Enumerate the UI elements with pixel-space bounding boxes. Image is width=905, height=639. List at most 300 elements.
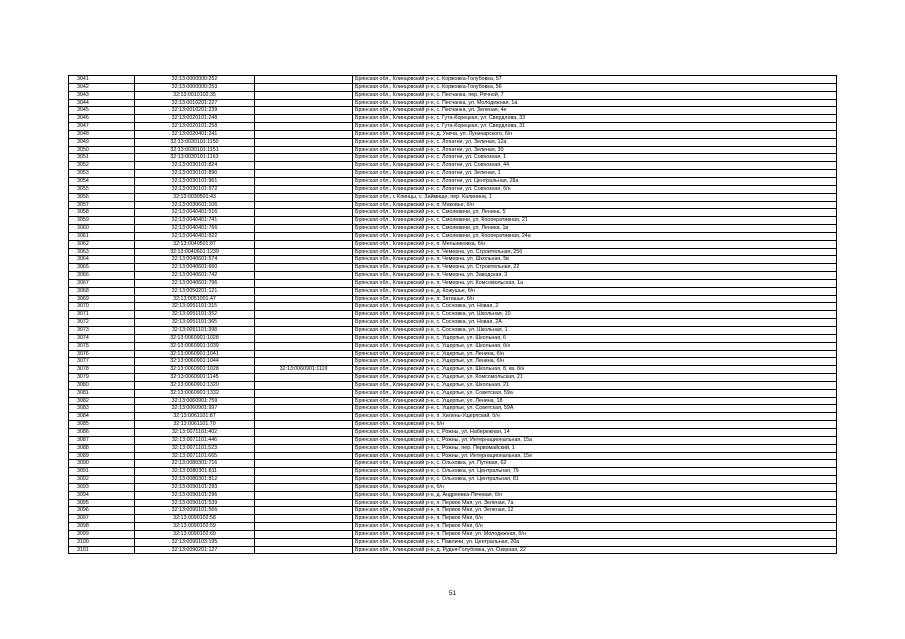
address-cell: Брянская обл., Клинцовский р-н, с. Ущерпье, ул. Комсомольская, 21 <box>353 374 837 382</box>
cadastral-number-cell: 32:13:0090102:58 <box>135 515 255 523</box>
table-row <box>69 468 837 476</box>
address-cell: Брянская обл., Клинцовский р-н, с. Павличи, ул. Центральная, 20а <box>353 538 837 546</box>
cadastral-number-cell: 32:13:0060901:1041 <box>135 350 255 358</box>
table-row <box>69 272 837 280</box>
table-row <box>69 162 837 170</box>
row-number-cell: 3071 <box>69 311 135 319</box>
address-cell: Брянская обл., Клинцовский р-н, д. Унеча, ул. Луначарского, б/н <box>353 130 837 138</box>
address-cell: Брянская обл., Клинцовский р-н, д. Кожушье, б/н <box>353 287 837 295</box>
row-number-cell: 3093 <box>69 483 135 491</box>
table-row <box>69 264 837 272</box>
table-row <box>69 538 837 546</box>
row-number-cell: 3090 <box>69 460 135 468</box>
address-cell: Брянская обл., Клинцовский р-н, с. Рожны, ул. Интернациональная, 15е <box>353 452 837 460</box>
cadastral-number-cell: 32:13:0030101:890 <box>135 170 255 178</box>
table-row <box>69 460 837 468</box>
extra-cadastral-number-cell <box>255 130 353 138</box>
extra-cadastral-number-cell <box>255 256 353 264</box>
extra-cadastral-number-cell <box>255 232 353 240</box>
address-cell: Брянская обл., Клинцовский р-н, с. Рожны, ул. Набережная, 14 <box>353 428 837 436</box>
row-number-cell: 3101 <box>69 546 135 554</box>
extra-cadastral-number-cell <box>255 217 353 225</box>
cadastral-number-cell: 32:13:0060901:759 <box>135 397 255 405</box>
table-row <box>69 499 837 507</box>
cadastral-number-cell: 32:13:0090101:296 <box>135 491 255 499</box>
cadastral-number-cell: 32:13:0010201:227 <box>135 99 255 107</box>
table-row <box>69 334 837 342</box>
row-number-cell: 3048 <box>69 130 135 138</box>
table-row <box>69 115 837 123</box>
table-row <box>69 530 837 538</box>
address-cell: Брянская обл., Клинцовский р-н, с. Лопатни, ул. Зеленая, 12а <box>353 138 837 146</box>
row-number-cell: 3062 <box>69 240 135 248</box>
cadastral-number-cell: 32:13:0060901:997 <box>135 405 255 413</box>
table-row <box>69 279 837 287</box>
cadastral-number-cell: 32:13:0030101:1150 <box>135 138 255 146</box>
extra-cadastral-number-cell <box>255 397 353 405</box>
table-row <box>69 91 837 99</box>
row-number-cell: 3042 <box>69 83 135 91</box>
address-cell: Брянская обл., Клинцовский р-н, п. Чемерна, ул. Строительная, 22 <box>353 264 837 272</box>
row-number-cell: 3050 <box>69 146 135 154</box>
cadastral-number-cell: 32:13:0090101:566 <box>135 507 255 515</box>
extra-cadastral-number-cell <box>255 311 353 319</box>
extra-cadastral-number-cell <box>255 264 353 272</box>
extra-cadastral-number-cell <box>255 295 353 303</box>
address-cell: Брянская обл., Клинцовский р-н, с. Песчанка, пер. Речной, 7 <box>353 91 837 99</box>
row-number-cell: 3089 <box>69 452 135 460</box>
row-number-cell: 3072 <box>69 319 135 327</box>
row-number-cell: 3059 <box>69 217 135 225</box>
row-number-cell: 3081 <box>69 389 135 397</box>
row-number-cell: 3043 <box>69 91 135 99</box>
table-row <box>69 76 837 84</box>
extra-cadastral-number-cell <box>255 76 353 84</box>
row-number-cell: 3061 <box>69 232 135 240</box>
table-row <box>69 523 837 531</box>
extra-cadastral-number-cell <box>255 154 353 162</box>
extra-cadastral-number-cell <box>255 107 353 115</box>
cadastral-number-cell: 32:13:0020101:258 <box>135 123 255 131</box>
cadastral-number-cell: 32:13:0071101:446 <box>135 436 255 444</box>
address-cell: Брянская обл., Клинцовский р-н, п. Первое Мая, б/н <box>353 515 837 523</box>
row-number-cell: 3074 <box>69 334 135 342</box>
row-number-cell: 3067 <box>69 279 135 287</box>
row-number-cell: 3094 <box>69 491 135 499</box>
table-row <box>69 107 837 115</box>
row-number-cell: 3085 <box>69 421 135 429</box>
address-cell: Брянская обл., Клинцовский р-н, с. Рожны, пер. Первомайский, 1 <box>353 444 837 452</box>
cadastral-number-cell: 32:13:0000000:252 <box>135 76 255 84</box>
cadastral-number-cell: 32:13:0040401:741 <box>135 217 255 225</box>
table-row <box>69 303 837 311</box>
extra-cadastral-number-cell <box>255 476 353 484</box>
cadastral-number-cell: 32:13:0030101:961 <box>135 177 255 185</box>
row-number-cell: 3079 <box>69 374 135 382</box>
extra-cadastral-number-cell <box>255 538 353 546</box>
address-cell: Брянская обл., Клинцовский р-н, с. Сосновка, ул. Новая, 2А <box>353 319 837 327</box>
table-row <box>69 256 837 264</box>
extra-cadastral-number-cell <box>255 201 353 209</box>
extra-cadastral-number-cell <box>255 170 353 178</box>
row-number-cell: 3070 <box>69 303 135 311</box>
cadastral-number-cell: 32:13:0040601:742 <box>135 272 255 280</box>
address-cell: Брянская обл., Клинцовский р-н, с. Сосновка, ул. Школьная, 1 <box>353 327 837 335</box>
row-number-cell: 3060 <box>69 225 135 233</box>
extra-cadastral-number-cell <box>255 381 353 389</box>
table-row <box>69 177 837 185</box>
cadastral-number-cell: 32:13:0020401:241 <box>135 130 255 138</box>
table-row <box>69 358 837 366</box>
address-cell: Брянская обл., Клинцовский р-н, с. Ущерпье, ул. Школьная, 8, кв. б/н <box>353 366 837 374</box>
extra-cadastral-number-cell <box>255 138 353 146</box>
table-row <box>69 123 837 131</box>
cadastral-number-cell: 32:13:0030101:1163 <box>135 154 255 162</box>
table-row <box>69 515 837 523</box>
address-cell: Брянская обл., Клинцовский р-н, с. Песчанка, ул. Зеленая, 4е <box>353 107 837 115</box>
row-number-cell: 3064 <box>69 256 135 264</box>
cadastral-number-cell: 32:13:0090103:195 <box>135 538 255 546</box>
table-row <box>69 130 837 138</box>
cadastral-number-cell: 32:13:0030101:972 <box>135 185 255 193</box>
cadastral-number-cell: 32:13:0030101:824 <box>135 162 255 170</box>
extra-cadastral-number-cell <box>255 279 353 287</box>
row-number-cell: 3080 <box>69 381 135 389</box>
address-cell: Брянская обл., Клинцовский р-н, с. Сосновка, ул. Новая, 2 <box>353 303 837 311</box>
cadastral-number-cell: 32:13:0040601:574 <box>135 256 255 264</box>
row-number-cell: 3057 <box>69 201 135 209</box>
row-number-cell: 3075 <box>69 342 135 350</box>
row-number-cell: 3052 <box>69 162 135 170</box>
address-cell: Брянская обл., Клинцовский р-н, с. Ущерпье, ул. Советская, 59А <box>353 405 837 413</box>
extra-cadastral-number-cell <box>255 515 353 523</box>
address-cell: Брянская обл., Клинцовский р-н, п. Первое Мая, ул. Зеленая, 12 <box>353 507 837 515</box>
table-row <box>69 311 837 319</box>
cadastral-number-cell: 32:13:0051101:315 <box>135 303 255 311</box>
table-row <box>69 413 837 421</box>
row-number-cell: 3099 <box>69 530 135 538</box>
cadastral-number-cell: 32:13:0090102:59 <box>135 523 255 531</box>
address-cell: Брянская обл., Клинцовский р-н, с. Лопатни, ул. Совхозная, б/н <box>353 185 837 193</box>
extra-cadastral-number-cell <box>255 421 353 429</box>
row-number-cell: 3044 <box>69 99 135 107</box>
row-number-cell: 3088 <box>69 444 135 452</box>
address-cell: Брянская обл., Клинцовский р-н, с. Ольховка, ул. Центральная, 79 <box>353 468 837 476</box>
cadastral-number-cell: 32:13:0060901:1028 <box>135 334 255 342</box>
extra-cadastral-number-cell <box>255 334 353 342</box>
address-cell: Брянская обл., Клинцовский р-н, с. Ущерпье, ул. Школьная, 21 <box>353 381 837 389</box>
cadastral-number-cell: 32:13:0040601:660 <box>135 264 255 272</box>
extra-cadastral-number-cell <box>255 99 353 107</box>
row-number-cell: 3098 <box>69 523 135 531</box>
table-row <box>69 287 837 295</box>
address-cell: Брянская обл., Клинцовский р-н, с. Лопатни, ул. Совхозная, 44 <box>353 162 837 170</box>
row-number-cell: 3065 <box>69 264 135 272</box>
extra-cadastral-number-cell <box>255 452 353 460</box>
table-row <box>69 381 837 389</box>
extra-cadastral-number-cell <box>255 303 353 311</box>
cadastral-number-cell: 32:13:0060901:1039 <box>135 342 255 350</box>
address-cell: Брянская обл., Клинцовский р-н, п. Первое Мая, ул. Молодежная, б/н <box>353 530 837 538</box>
cadastral-number-cell: 32:13:0010102:35 <box>135 91 255 99</box>
extra-cadastral-number-cell <box>255 342 353 350</box>
cadastral-number-cell: 32:13:0071101:402 <box>135 428 255 436</box>
extra-cadastral-number-cell: 32:13:0060901:1119 <box>255 366 353 374</box>
cadastral-number-cell: 32:13:0040401:766 <box>135 225 255 233</box>
address-cell: Брянская обл., Клинцовский р-н, п. Чемерна, ул. Школьная, 5в <box>353 256 837 264</box>
table-row <box>69 374 837 382</box>
extra-cadastral-number-cell <box>255 483 353 491</box>
row-number-cell: 3056 <box>69 193 135 201</box>
table-row <box>69 225 837 233</box>
cadastral-number-cell: 32:13:0000000:253 <box>135 83 255 91</box>
address-cell: Брянская обл., Клинцовский р-н, с. Лопатни, ул. Центральная, 28а <box>353 177 837 185</box>
row-number-cell: 3084 <box>69 413 135 421</box>
row-number-cell: 3055 <box>69 185 135 193</box>
extra-cadastral-number-cell <box>255 546 353 554</box>
table-row <box>69 99 837 107</box>
row-number-cell: 3083 <box>69 405 135 413</box>
address-cell: Брянская обл., Клинцовский р-н, д. Рудня-Голубовка, ул. Озерная, 22 <box>353 546 837 554</box>
cadastral-number-cell: 32:13:0040401:516 <box>135 209 255 217</box>
cadastral-number-cell: 32:13:0030101:1151 <box>135 146 255 154</box>
address-cell: Брянская обл., Клинцовский р-н, с. Ущерпье, ул. Советская, 59а <box>353 389 837 397</box>
extra-cadastral-number-cell <box>255 225 353 233</box>
table-row <box>69 217 837 225</box>
extra-cadastral-number-cell <box>255 468 353 476</box>
address-cell: Брянская обл., Клинцовский р-н, п. Затишье, б/н <box>353 295 837 303</box>
address-cell: Брянская обл., Клинцовский р-н, п. Первое Мая, б/н <box>353 523 837 531</box>
extra-cadastral-number-cell <box>255 507 353 515</box>
address-cell: Брянская обл., Клинцовский р-н, с. Сосновка, ул. Школьная, 10 <box>353 311 837 319</box>
cadastral-number-cell: 32:13:0040401:822 <box>135 232 255 240</box>
address-cell: Брянская обл., Клинцовский р-н, с. Ущерпье, ул. Ленина, б/н <box>353 358 837 366</box>
row-number-cell: 3046 <box>69 115 135 123</box>
extra-cadastral-number-cell <box>255 358 353 366</box>
row-number-cell: 3076 <box>69 350 135 358</box>
cadastral-number-cell: 32:13:0030601:106 <box>135 201 255 209</box>
cadastral-number-cell: 32:13:0051101:352 <box>135 311 255 319</box>
row-number-cell: 3096 <box>69 507 135 515</box>
row-number-cell: 3066 <box>69 272 135 280</box>
extra-cadastral-number-cell <box>255 123 353 131</box>
table-row <box>69 350 837 358</box>
table-row <box>69 507 837 515</box>
cadastral-table <box>68 75 837 554</box>
address-cell: Брянская обл., Клинцовский р-н, п. Чемерна, ул. Строительная, 25б <box>353 248 837 256</box>
cadastral-number-cell: 32:13:0061101:70 <box>135 421 255 429</box>
cadastral-number-cell: 32:13:0051101:398 <box>135 327 255 335</box>
address-cell: Брянская обл., Клинцовский р-н, с. Рожны, ул. Интернациональная, 15а <box>353 436 837 444</box>
table-row <box>69 193 837 201</box>
table-row <box>69 240 837 248</box>
row-number-cell: 3063 <box>69 248 135 256</box>
row-number-cell: 3041 <box>69 76 135 84</box>
extra-cadastral-number-cell <box>255 83 353 91</box>
address-cell: Брянская обл., Клинцовский р-н, д. Андреевка-Печевая, б/н <box>353 491 837 499</box>
extra-cadastral-number-cell <box>255 444 353 452</box>
cadastral-number-cell: 32:13:0040601:1239 <box>135 248 255 256</box>
row-number-cell: 3078 <box>69 366 135 374</box>
extra-cadastral-number-cell <box>255 530 353 538</box>
address-cell: Брянская обл., Клинцовский р-н, п. Первое Мая, ул. Зеленая, 7а <box>353 499 837 507</box>
cadastral-number-cell: 32:13:0051101:365 <box>135 319 255 327</box>
cadastral-number-cell: 32:13:0060901:1028 <box>135 366 255 374</box>
address-cell: Брянская обл., Клинцовский р-н, с. Гута-Корецкая, ул. Свердлова, 31 <box>353 123 837 131</box>
extra-cadastral-number-cell <box>255 374 353 382</box>
extra-cadastral-number-cell <box>255 350 353 358</box>
row-number-cell: 3047 <box>69 123 135 131</box>
address-cell: Брянская обл., Клинцовский р-н, п. Маковье, б/н <box>353 201 837 209</box>
table-row <box>69 232 837 240</box>
extra-cadastral-number-cell <box>255 499 353 507</box>
row-number-cell: 3069 <box>69 295 135 303</box>
cadastral-number-cell: 32:13:0060901:1145 <box>135 374 255 382</box>
row-number-cell: 3073 <box>69 327 135 335</box>
address-cell: Брянская обл., Клинцовский р-н, с. Смолевичи, ул. Кооперативная, 21 <box>353 217 837 225</box>
cadastral-number-cell: 32:13:0080301:716 <box>135 460 255 468</box>
row-number-cell: 3097 <box>69 515 135 523</box>
extra-cadastral-number-cell <box>255 185 353 193</box>
cadastral-number-cell: 32:13:0071101:523 <box>135 444 255 452</box>
extra-cadastral-number-cell <box>255 319 353 327</box>
row-number-cell: 3049 <box>69 138 135 146</box>
table-row <box>69 185 837 193</box>
row-number-cell: 3053 <box>69 170 135 178</box>
address-cell: Брянская обл., Клинцовский р-н, с. Ущерпье, ул. Ленина, б/н <box>353 350 837 358</box>
address-cell: Брянская обл., Клинцовский р-н, с. Лопатни, ул. Зеленая, 1 <box>353 170 837 178</box>
extra-cadastral-number-cell <box>255 240 353 248</box>
cadastral-number-cell: 32:13:0090102:60 <box>135 530 255 538</box>
table-row <box>69 366 837 374</box>
table-row <box>69 319 837 327</box>
extra-cadastral-number-cell <box>255 413 353 421</box>
table-row <box>69 201 837 209</box>
address-cell: Брянская обл., Клинцовский р-н, с. Смолевичи, ул. Ленина, 1в <box>353 225 837 233</box>
table-row <box>69 483 837 491</box>
row-number-cell: 3058 <box>69 209 135 217</box>
table-row <box>69 154 837 162</box>
address-cell: Брянская обл., Клинцовский р-н, п. Чемерна, ул. Заводская, 3 <box>353 272 837 280</box>
address-cell: Брянская обл., Клинцовский р-н, с. Гута-Корецкая, ул. Свердлова, 33 <box>353 115 837 123</box>
extra-cadastral-number-cell <box>255 115 353 123</box>
cadastral-number-cell: 32:13:0060901:1320 <box>135 381 255 389</box>
address-cell: Брянская обл., Клинцовский р-н, с. Лопатни, ул. Совхозная, 1 <box>353 154 837 162</box>
row-number-cell: 3045 <box>69 107 135 115</box>
address-cell: Брянская обл., Клинцовский р-н, с. Ущерпье, ул. Школьная, 6 <box>353 334 837 342</box>
table-row <box>69 452 837 460</box>
address-cell: Брянская обл., Клинцовский р-н, с. Коржовка-Голубовка, 57 <box>353 76 837 84</box>
extra-cadastral-number-cell <box>255 162 353 170</box>
extra-cadastral-number-cell <box>255 436 353 444</box>
cadastral-number-cell: 32:13:0030501:43 <box>135 193 255 201</box>
extra-cadastral-number-cell <box>255 327 353 335</box>
cadastral-number-cell: 32:13:0071101:665 <box>135 452 255 460</box>
extra-cadastral-number-cell <box>255 460 353 468</box>
cadastral-number-cell: 32:13:0090201:127 <box>135 546 255 554</box>
table-row <box>69 421 837 429</box>
cadastral-number-cell: 32:13:0060901:1332 <box>135 389 255 397</box>
table-row <box>69 138 837 146</box>
row-number-cell: 3087 <box>69 436 135 444</box>
row-number-cell: 3100 <box>69 538 135 546</box>
table-row <box>69 248 837 256</box>
address-cell: Брянская обл., Клинцовский р-н, с. Коржовка-Голубовка, 56 <box>353 83 837 91</box>
table-row <box>69 491 837 499</box>
extra-cadastral-number-cell <box>255 193 353 201</box>
row-number-cell: 3092 <box>69 476 135 484</box>
extra-cadastral-number-cell <box>255 209 353 217</box>
extra-cadastral-number-cell <box>255 428 353 436</box>
table-row <box>69 83 837 91</box>
cadastral-number-cell: 32:13:0040501:87 <box>135 240 255 248</box>
row-number-cell: 3054 <box>69 177 135 185</box>
cadastral-number-cell: 32:13:0090101:539 <box>135 499 255 507</box>
row-number-cell: 3086 <box>69 428 135 436</box>
cadastral-number-cell: 32:13:0080301:812 <box>135 476 255 484</box>
table-row <box>69 209 837 217</box>
address-cell: Брянская обл., Клинцовский р-н, б/н <box>353 483 837 491</box>
address-cell: Брянская обл., Клинцовский р-н, с. Ущерпье, ул. Ленина, 18 <box>353 397 837 405</box>
address-cell: Брянская обл., Клинцовский р-н, с. Лопатни, ул. Зеленая, 30 <box>353 146 837 154</box>
row-number-cell: 3091 <box>69 468 135 476</box>
address-cell: Брянская обл., Клинцовский р-н, с. Ольховка, ул. Путевая, 62 <box>353 460 837 468</box>
table-row <box>69 546 837 554</box>
extra-cadastral-number-cell <box>255 272 353 280</box>
cadastral-number-cell: 32:13:0050201:121 <box>135 287 255 295</box>
extra-cadastral-number-cell <box>255 491 353 499</box>
table-row <box>69 405 837 413</box>
cadastral-number-cell: 32:13:0040601:796 <box>135 279 255 287</box>
cadastral-number-cell: 32:13:0020101:248 <box>135 115 255 123</box>
address-cell: Брянская обл., Клинцовский р-н, с. Смолевичи, ул. Ленина, 5 <box>353 209 837 217</box>
cadastral-number-cell: 32:13:0080301:811 <box>135 468 255 476</box>
address-cell: Брянская обл., Клинцовский р-н, п. Хилень-Ущерпский, б/н <box>353 413 837 421</box>
extra-cadastral-number-cell <box>255 248 353 256</box>
cadastral-number-cell: 32:13:0060901:1044 <box>135 358 255 366</box>
address-cell: Брянская обл., г. Клинцы, с. Займище, пер. Калинина, 1 <box>353 193 837 201</box>
table-row <box>69 342 837 350</box>
cadastral-number-cell: 32:13:0090101:293 <box>135 483 255 491</box>
row-number-cell: 3051 <box>69 154 135 162</box>
table-body <box>69 76 837 554</box>
table-row <box>69 476 837 484</box>
cadastral-number-cell: 32:13:0051001:47 <box>135 295 255 303</box>
table-row <box>69 146 837 154</box>
address-cell: Брянская обл., Клинцовский р-н, с. Ольховка, ул. Центральная, 81 <box>353 476 837 484</box>
table-row <box>69 436 837 444</box>
extra-cadastral-number-cell <box>255 287 353 295</box>
cadastral-number-cell: 32:13:0061101:87 <box>135 413 255 421</box>
address-cell: Брянская обл., Клинцовский р-н, с. Ущерпье, ул. Школьная, б/н <box>353 342 837 350</box>
address-cell: Брянская обл., Клинцовский р-н, б/н <box>353 421 837 429</box>
table-row <box>69 444 837 452</box>
address-cell: Брянская обл., Клинцовский р-н, с. Смолевичи, ул. Кооперативная, 24а <box>353 232 837 240</box>
table-row <box>69 397 837 405</box>
cadastral-number-cell: 32:13:0010201:239 <box>135 107 255 115</box>
extra-cadastral-number-cell <box>255 177 353 185</box>
address-cell: Брянская обл., Клинцовский р-н, с. Песчанка, ул. Молодежная, 1а <box>353 99 837 107</box>
address-cell: Брянская обл., Клинцовский р-н, п. Мельниковка, б/н <box>353 240 837 248</box>
extra-cadastral-number-cell <box>255 389 353 397</box>
table-row <box>69 295 837 303</box>
extra-cadastral-number-cell <box>255 523 353 531</box>
table-row <box>69 428 837 436</box>
table-row <box>69 327 837 335</box>
row-number-cell: 3077 <box>69 358 135 366</box>
row-number-cell: 3082 <box>69 397 135 405</box>
extra-cadastral-number-cell <box>255 91 353 99</box>
